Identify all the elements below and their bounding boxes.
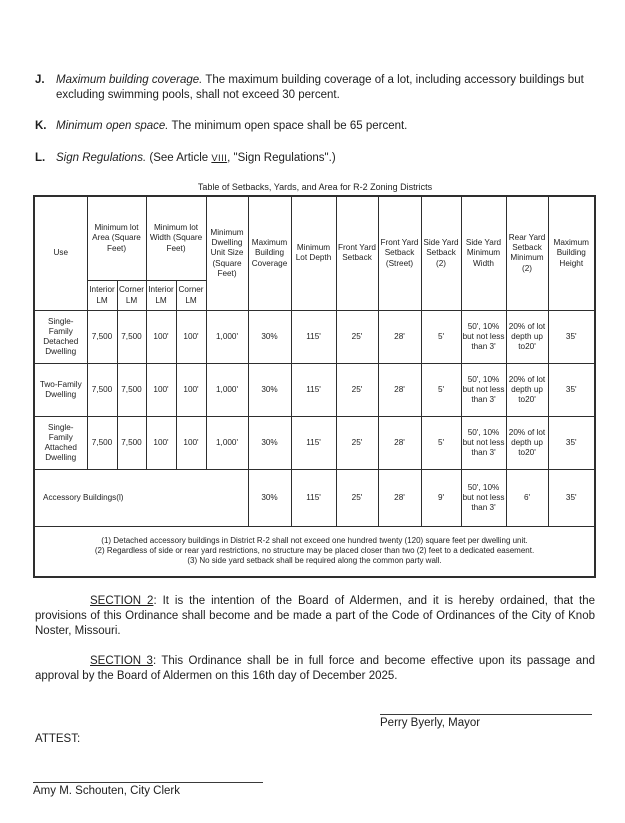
cell-width-corner: 100': [176, 417, 206, 470]
col-header-coverage: Maximum Building Coverage: [248, 196, 291, 311]
cell-use: Single-Family Detached Dwelling: [34, 311, 87, 364]
mayor-signature-caption: Perry Byerly, Mayor: [380, 716, 481, 729]
cell-front: 25': [336, 417, 378, 470]
col-header-lot-width: Minimum lot Width (Square Feet): [146, 196, 206, 281]
cell-width-interior: 100': [146, 364, 176, 417]
cell-front-street: 28': [378, 417, 421, 470]
section-2-paragraph: [35, 594, 595, 640]
clerk-signature-line: [33, 782, 263, 783]
list-item-l: [35, 151, 595, 166]
list-letter: K.: [35, 120, 47, 133]
list-item-text: [56, 119, 595, 134]
cell-coverage: 30%: [248, 311, 291, 364]
table-footnotes-row: [34, 527, 595, 577]
list-item-rest: The minimum open space shall be 65 percent.: [171, 120, 408, 133]
cell-front: 25': [336, 364, 378, 417]
cell-unit-size: 1,000': [206, 417, 248, 470]
cell-side: 5': [421, 311, 461, 364]
cell-lot-depth: 115': [291, 364, 336, 417]
list-letter: L.: [35, 151, 46, 164]
col-header-lot-area: Minimum lot Area (Square Feet): [87, 196, 146, 281]
zoning-setbacks-table: [33, 195, 596, 578]
cell-width-interior: 100': [146, 417, 176, 470]
cell-side: 5': [421, 417, 461, 470]
cell-coverage: 30%: [248, 364, 291, 417]
cell-use: Two-Family Dwelling: [34, 364, 87, 417]
table-row-single-family-attached: [34, 417, 595, 470]
col-header-front-yard: Front Yard Setback: [336, 196, 378, 311]
list-item-rest-post: , "Sign Regulations".): [227, 151, 336, 164]
col-header-lot-depth: Minimum Lot Depth: [291, 196, 336, 311]
cell-area-interior: 7,500: [87, 364, 117, 417]
col-header-side-yard-width: Side Yard Minimum Width: [461, 196, 506, 311]
subcol-width-corner: Corner LM: [176, 281, 206, 311]
col-header-use: Use: [34, 196, 87, 311]
cell-coverage: 30%: [248, 417, 291, 470]
list-item-rest: The maximum building coverage of a lot, including accessory buildings but excluding swimming pools, shall not exceed 30 percent.: [56, 74, 584, 102]
cell-rear: 20% of lot depth up to20': [506, 364, 548, 417]
article-viii-reference: VIII: [211, 151, 228, 163]
section-2-text: : It is the intention of the Board of Aldermen, and it is hereby ordained, that the provisions of this Ordinance shall become and be made a part of the Code of Ordinances of the City of Knob Noster, Missouri.: [35, 594, 595, 638]
cell-area-interior: 7,500: [87, 311, 117, 364]
col-header-side-yard: Side Yard Setback (2): [421, 196, 461, 311]
cell-lot-depth: 115': [291, 311, 336, 364]
cell-use: Single-Family Attached Dwelling: [34, 417, 87, 470]
cell-height: 35': [548, 417, 595, 470]
cell-rear: 20% of lot depth up to20': [506, 311, 548, 364]
subcol-width-interior: Interior LM: [146, 281, 176, 311]
col-header-dwelling-size: Minimum Dwelling Unit Size (Square Feet): [206, 196, 248, 311]
cell-front-street: 28': [378, 470, 421, 527]
cell-area-corner: 7,500: [117, 417, 146, 470]
cell-side: 9': [421, 470, 461, 527]
table-header-row-main: [34, 196, 595, 281]
cell-height: 35': [548, 311, 595, 364]
list-item-k: [35, 119, 595, 134]
list-item-text: [56, 151, 595, 166]
col-header-front-yard-street: Front Yard Setback (Street): [378, 196, 421, 311]
clerk-signature-caption: Amy M. Schouten, City Clerk: [33, 784, 180, 797]
cell-coverage: 30%: [248, 470, 291, 527]
cell-unit-size: 1,000': [206, 364, 248, 417]
footnote-3: (3) No side yard setback shall be required along the common party wall.: [187, 556, 442, 566]
section-3-text: : This Ordinance shall be in full force and become effective upon its passage and approval by the Board of Aldermen on this 16th day of December 2025.: [35, 655, 595, 683]
cell-lot-depth: 115': [291, 417, 336, 470]
regulation-list: [35, 0, 595, 166]
cell-unit-size: 1,000': [206, 311, 248, 364]
cell-area-corner: 7,500: [117, 364, 146, 417]
list-item-rest-pre: (See Article: [149, 151, 209, 164]
cell-front: 25': [336, 311, 378, 364]
cell-rear: 20% of lot depth up to20': [506, 417, 548, 470]
table-title: Table of Setbacks, Yards, and Area for R-2 Zoning Districts: [197, 181, 433, 192]
cell-rear: 6': [506, 470, 548, 527]
cell-use: Accessory Buildings(l): [34, 470, 248, 527]
cell-area-corner: 7,500: [117, 311, 146, 364]
cell-front: 25': [336, 470, 378, 527]
subcol-area-interior: Interior LM: [87, 281, 117, 311]
list-item-j: [35, 73, 595, 103]
ordinance-sections: [35, 594, 595, 685]
list-item-term: Sign Regulations.: [56, 151, 147, 164]
attest-label: ATTEST:: [35, 732, 81, 745]
table-row-accessory-buildings: [34, 470, 595, 527]
table-row-single-family-detached: [34, 311, 595, 364]
footnote-2: (2) Regardless of side or rear yard restrictions, no structure may be placed closer than two (2) feet to a dedicated easement.: [94, 546, 535, 556]
list-item-text: [56, 73, 595, 103]
cell-side-width: 50', 10% but not less than 3': [461, 364, 506, 417]
cell-side-width: 50', 10% but not less than 3': [461, 311, 506, 364]
cell-width-interior: 100': [146, 311, 176, 364]
page-content: [35, 0, 595, 823]
section-2-label: SECTION 2: [90, 594, 154, 607]
list-letter: J.: [35, 74, 45, 86]
cell-width-corner: 100': [176, 364, 206, 417]
mayor-signature-line: [380, 714, 592, 715]
col-header-rear-yard: Rear Yard Setback Minimum (2): [506, 196, 548, 311]
cell-lot-depth: 115': [291, 470, 336, 527]
cell-area-interior: 7,500: [87, 417, 117, 470]
cell-side-width: 50', 10% but not less than 3': [461, 417, 506, 470]
table-footnotes: [34, 527, 595, 577]
cell-height: 35': [548, 364, 595, 417]
section-3-paragraph: [35, 654, 595, 684]
cell-front-street: 28': [378, 364, 421, 417]
cell-front-street: 28': [378, 311, 421, 364]
signature-block: [35, 700, 595, 823]
section-3-label: SECTION 3: [90, 655, 153, 668]
cell-width-corner: 100': [176, 311, 206, 364]
subcol-area-corner: Corner LM: [117, 281, 146, 311]
list-item-term: Minimum open space.: [56, 120, 169, 133]
cell-side-width: 50', 10% but not less than 3': [461, 470, 506, 527]
table-row-two-family: [34, 364, 595, 417]
col-header-height: Maximum Building Height: [548, 196, 595, 311]
footnote-1: (1) Detached accessory buildings in District R-2 shall not exceed one hundred twenty (120) square feet per dwelling unit.: [101, 536, 528, 546]
cell-height: 35': [548, 470, 595, 527]
list-item-term: Maximum building coverage.: [56, 74, 203, 86]
cell-side: 5': [421, 364, 461, 417]
